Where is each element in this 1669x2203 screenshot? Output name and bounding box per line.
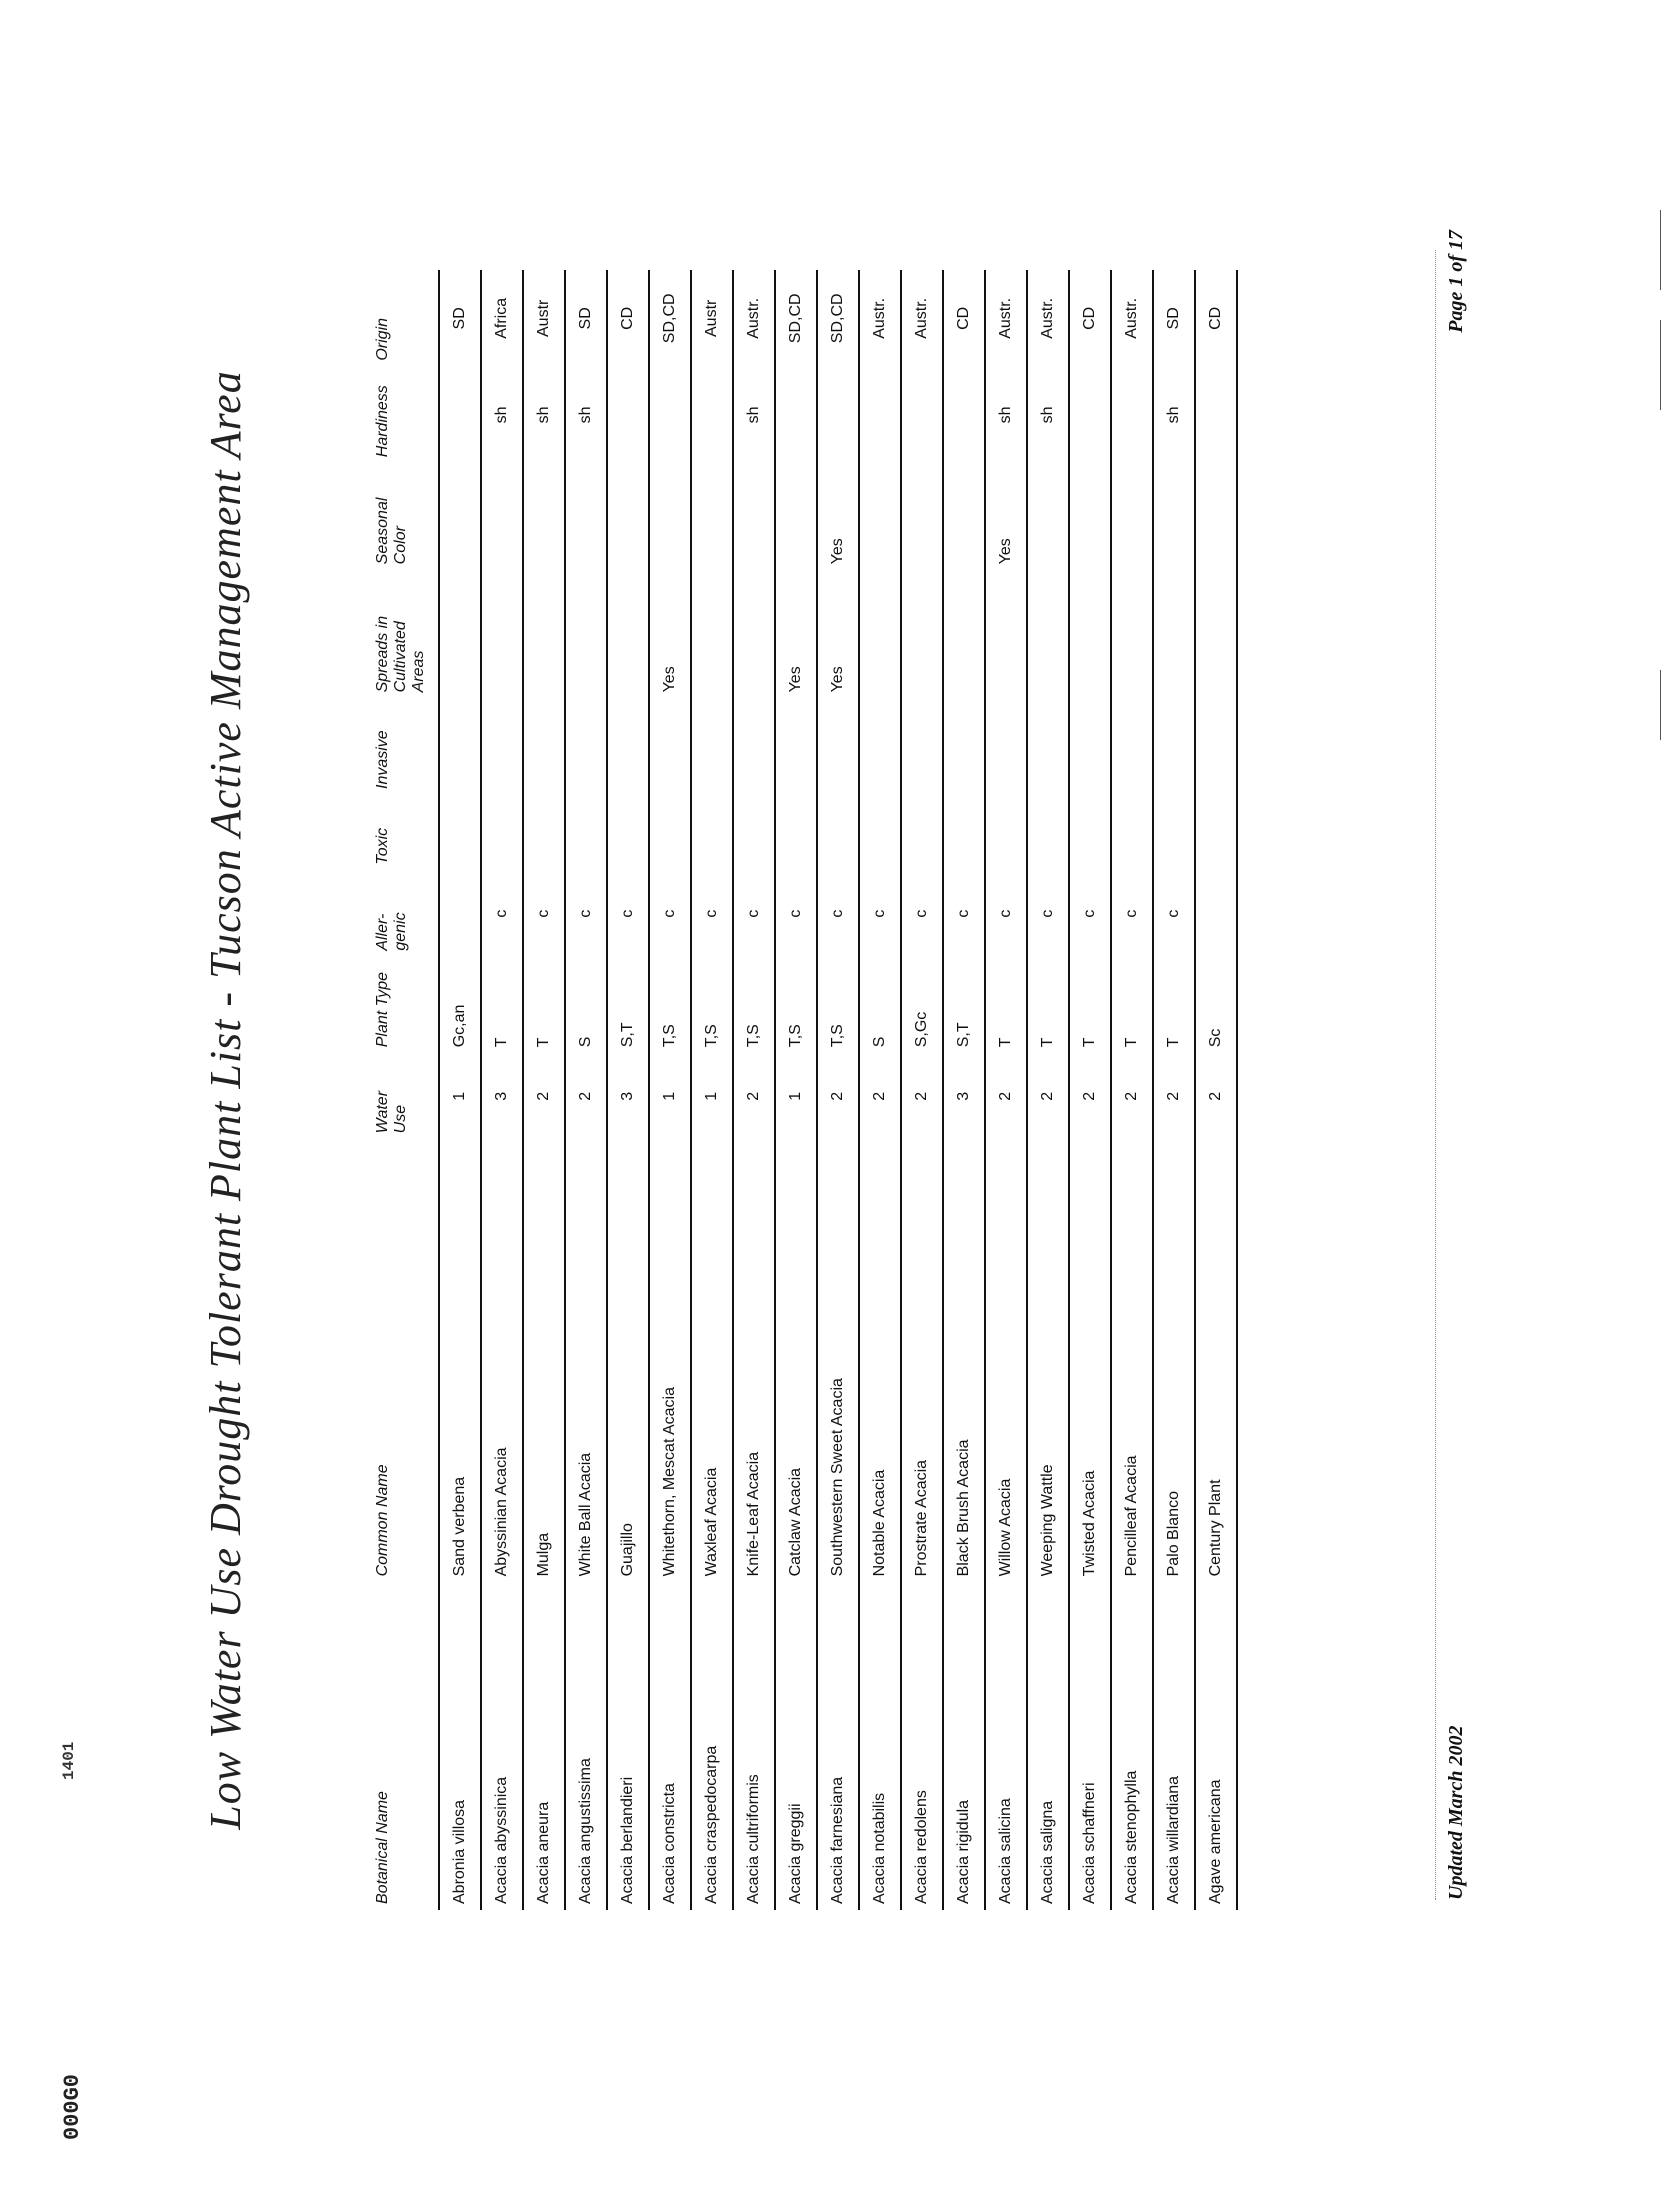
cell-invasive xyxy=(439,698,481,795)
cell-spreads xyxy=(901,570,943,698)
cell-invasive xyxy=(523,698,565,795)
cell-water-use: 3 xyxy=(481,1053,523,1139)
cell-common-name: Pencilleaf Acacia xyxy=(1111,1139,1153,1582)
table-row xyxy=(859,270,901,1910)
cell-hardiness xyxy=(817,367,859,464)
cell-seasonal-color xyxy=(649,463,691,570)
cell-botanical-name: Acacia rigidula xyxy=(943,1582,985,1910)
cell-invasive xyxy=(775,698,817,795)
table-row xyxy=(607,270,649,1910)
table-row xyxy=(439,270,481,1910)
cell-common-name: Willow Acacia xyxy=(985,1139,1027,1582)
header-allergenic: Aller- genic xyxy=(374,912,409,951)
scan-margin-line xyxy=(1660,320,1661,410)
cell-invasive xyxy=(1027,698,1069,795)
cell-invasive xyxy=(1111,698,1153,795)
cell-water-use: 2 xyxy=(1195,1053,1237,1139)
page-number: Page 1 of 17 xyxy=(1445,230,1467,333)
scan-stamp-code-secondary: 1401 xyxy=(60,1741,78,1780)
cell-allergenic: c xyxy=(1153,871,1195,957)
cell-seasonal-color xyxy=(1153,463,1195,570)
cell-plant-type: T xyxy=(1027,957,1069,1054)
cell-allergenic: c xyxy=(649,871,691,957)
updated-date: Updated March 2002 xyxy=(1445,1725,1467,1900)
cell-toxic xyxy=(817,795,859,871)
cell-toxic xyxy=(439,795,481,871)
cell-common-name: Twisted Acacia xyxy=(1069,1139,1111,1582)
cell-hardiness xyxy=(439,367,481,464)
cell-plant-type: Sc xyxy=(1195,957,1237,1054)
scan-margin-line xyxy=(1660,210,1661,290)
cell-hardiness xyxy=(943,367,985,464)
cell-plant-type: T xyxy=(1153,957,1195,1054)
cell-water-use: 2 xyxy=(1027,1053,1069,1139)
cell-spreads: Yes xyxy=(775,570,817,698)
cell-spreads xyxy=(481,570,523,698)
table-header-row xyxy=(370,270,439,1910)
cell-allergenic: c xyxy=(733,871,775,957)
cell-botanical-name: Acacia angustissima xyxy=(565,1582,607,1910)
cell-seasonal-color xyxy=(859,463,901,570)
cell-origin: Austr. xyxy=(733,270,775,367)
cell-water-use: 2 xyxy=(523,1053,565,1139)
cell-botanical-name: Acacia redolens xyxy=(901,1582,943,1910)
cell-toxic xyxy=(1153,795,1195,871)
cell-allergenic: c xyxy=(775,871,817,957)
table-row xyxy=(1153,270,1195,1910)
cell-seasonal-color xyxy=(439,463,481,570)
cell-allergenic: c xyxy=(607,871,649,957)
cell-allergenic: c xyxy=(691,871,733,957)
cell-allergenic: c xyxy=(523,871,565,957)
cell-spreads xyxy=(733,570,775,698)
cell-botanical-name: Acacia craspedocarpa xyxy=(691,1582,733,1910)
page-title: Low Water Use Drought Tolerant Plant List - Tucson Active Management Area xyxy=(201,370,250,1830)
cell-allergenic: c xyxy=(1027,871,1069,957)
cell-water-use: 2 xyxy=(1111,1053,1153,1139)
table-row xyxy=(733,270,775,1910)
cell-invasive xyxy=(691,698,733,795)
cell-invasive xyxy=(1069,698,1111,795)
cell-origin: CD xyxy=(607,270,649,367)
cell-common-name: Whitethorn, Mescat Acacia xyxy=(649,1139,691,1582)
cell-origin: SD,CD xyxy=(775,270,817,367)
cell-hardiness xyxy=(1069,367,1111,464)
cell-allergenic: c xyxy=(859,871,901,957)
cell-toxic xyxy=(901,795,943,871)
cell-common-name: Black Brush Acacia xyxy=(943,1139,985,1582)
cell-hardiness xyxy=(859,367,901,464)
cell-plant-type: T xyxy=(523,957,565,1054)
cell-hardiness: sh xyxy=(985,367,1027,464)
cell-plant-type: S xyxy=(859,957,901,1054)
cell-common-name: White Ball Acacia xyxy=(565,1139,607,1582)
cell-spreads xyxy=(1195,570,1237,698)
cell-water-use: 2 xyxy=(565,1053,607,1139)
table-row xyxy=(1027,270,1069,1910)
cell-spreads xyxy=(439,570,481,698)
cell-water-use: 2 xyxy=(901,1053,943,1139)
cell-origin: Austr. xyxy=(901,270,943,367)
table-row xyxy=(565,270,607,1910)
cell-seasonal-color xyxy=(691,463,733,570)
cell-spreads xyxy=(565,570,607,698)
cell-toxic xyxy=(1027,795,1069,871)
cell-botanical-name: Acacia greggii xyxy=(775,1582,817,1910)
cell-allergenic: c xyxy=(481,871,523,957)
cell-common-name: Mulga xyxy=(523,1139,565,1582)
header-common-name: Common Name xyxy=(374,1464,391,1577)
cell-allergenic: c xyxy=(817,871,859,957)
cell-hardiness: sh xyxy=(481,367,523,464)
cell-origin: Austr. xyxy=(985,270,1027,367)
cell-seasonal-color xyxy=(1069,463,1111,570)
cell-allergenic: c xyxy=(565,871,607,957)
cell-botanical-name: Acacia willardiana xyxy=(1153,1582,1195,1910)
cell-water-use: 3 xyxy=(607,1053,649,1139)
cell-botanical-name: Acacia farnesiana xyxy=(817,1582,859,1910)
cell-botanical-name: Acacia saligna xyxy=(1027,1582,1069,1910)
cell-origin: CD xyxy=(943,270,985,367)
cell-spreads xyxy=(1111,570,1153,698)
cell-plant-type: T,S xyxy=(817,957,859,1054)
cell-water-use: 1 xyxy=(649,1053,691,1139)
cell-botanical-name: Acacia stenophylla xyxy=(1111,1582,1153,1910)
cell-botanical-name: Acacia abyssinica xyxy=(481,1582,523,1910)
cell-plant-type: S,T xyxy=(943,957,985,1054)
table-row xyxy=(691,270,733,1910)
cell-seasonal-color xyxy=(481,463,523,570)
cell-toxic xyxy=(565,795,607,871)
cell-toxic xyxy=(1111,795,1153,871)
cell-spreads xyxy=(859,570,901,698)
cell-toxic xyxy=(607,795,649,871)
table-row xyxy=(1111,270,1153,1910)
cell-invasive xyxy=(649,698,691,795)
cell-allergenic: c xyxy=(943,871,985,957)
cell-common-name: Palo Blanco xyxy=(1153,1139,1195,1582)
cell-seasonal-color xyxy=(565,463,607,570)
table-row xyxy=(1195,270,1237,1910)
table-row xyxy=(1069,270,1111,1910)
table-body xyxy=(439,270,1237,1910)
cell-toxic xyxy=(985,795,1027,871)
cell-water-use: 2 xyxy=(1153,1053,1195,1139)
cell-hardiness xyxy=(775,367,817,464)
cell-botanical-name: Acacia aneura xyxy=(523,1582,565,1910)
cell-invasive xyxy=(607,698,649,795)
cell-hardiness xyxy=(1195,367,1237,464)
cell-allergenic: c xyxy=(1111,871,1153,957)
cell-seasonal-color xyxy=(775,463,817,570)
cell-common-name: Prostrate Acacia xyxy=(901,1139,943,1582)
cell-invasive xyxy=(817,698,859,795)
cell-seasonal-color: Yes xyxy=(985,463,1027,570)
cell-water-use: 2 xyxy=(859,1053,901,1139)
cell-spreads xyxy=(1069,570,1111,698)
table-row xyxy=(775,270,817,1910)
cell-common-name: Sand verbena xyxy=(439,1139,481,1582)
header-spreads: Spreads in Cultivated Areas xyxy=(374,615,427,693)
plant-list-table xyxy=(370,270,1238,1910)
footer-rule xyxy=(1435,250,1438,1900)
cell-botanical-name: Acacia berlandieri xyxy=(607,1582,649,1910)
cell-common-name: Century Plant xyxy=(1195,1139,1237,1582)
cell-common-name: Guajillo xyxy=(607,1139,649,1582)
cell-seasonal-color xyxy=(1195,463,1237,570)
cell-origin: SD xyxy=(1153,270,1195,367)
cell-spreads xyxy=(943,570,985,698)
cell-botanical-name: Acacia salicina xyxy=(985,1582,1027,1910)
cell-toxic xyxy=(1069,795,1111,871)
cell-spreads xyxy=(523,570,565,698)
cell-invasive xyxy=(985,698,1027,795)
cell-seasonal-color xyxy=(607,463,649,570)
cell-spreads xyxy=(607,570,649,698)
cell-toxic xyxy=(775,795,817,871)
header-origin: Origin xyxy=(374,317,391,361)
scan-margin-line xyxy=(1660,670,1661,740)
cell-plant-type: S,T xyxy=(607,957,649,1054)
cell-spreads xyxy=(985,570,1027,698)
cell-botanical-name: Abronia villosa xyxy=(439,1582,481,1910)
cell-seasonal-color xyxy=(1111,463,1153,570)
cell-water-use: 1 xyxy=(775,1053,817,1139)
cell-botanical-name: Acacia cultriformis xyxy=(733,1582,775,1910)
cell-allergenic: c xyxy=(1069,871,1111,957)
table-row xyxy=(523,270,565,1910)
header-invasive: Invasive xyxy=(374,730,391,789)
cell-toxic xyxy=(1195,795,1237,871)
cell-invasive xyxy=(901,698,943,795)
cell-hardiness: sh xyxy=(1027,367,1069,464)
cell-toxic xyxy=(481,795,523,871)
cell-common-name: Weeping Wattle xyxy=(1027,1139,1069,1582)
cell-plant-type: T xyxy=(985,957,1027,1054)
cell-plant-type: T xyxy=(481,957,523,1054)
scan-stamp-code: 000G0 xyxy=(60,2073,85,2140)
cell-invasive xyxy=(1195,698,1237,795)
cell-origin: SD,CD xyxy=(649,270,691,367)
cell-plant-type: T xyxy=(1111,957,1153,1054)
cell-hardiness xyxy=(691,367,733,464)
cell-invasive xyxy=(565,698,607,795)
cell-plant-type: T,S xyxy=(733,957,775,1054)
cell-invasive xyxy=(481,698,523,795)
cell-origin: CD xyxy=(1195,270,1237,367)
cell-botanical-name: Acacia constricta xyxy=(649,1582,691,1910)
cell-toxic xyxy=(733,795,775,871)
cell-botanical-name: Acacia schaffneri xyxy=(1069,1582,1111,1910)
cell-seasonal-color xyxy=(1027,463,1069,570)
cell-hardiness: sh xyxy=(733,367,775,464)
table-row xyxy=(649,270,691,1910)
cell-seasonal-color xyxy=(901,463,943,570)
cell-origin: Austr xyxy=(691,270,733,367)
cell-plant-type: S xyxy=(565,957,607,1054)
cell-toxic xyxy=(943,795,985,871)
table-row xyxy=(481,270,523,1910)
cell-water-use: 2 xyxy=(985,1053,1027,1139)
cell-botanical-name: Acacia notabilis xyxy=(859,1582,901,1910)
cell-seasonal-color xyxy=(733,463,775,570)
table-row xyxy=(901,270,943,1910)
cell-spreads: Yes xyxy=(649,570,691,698)
cell-common-name: Catclaw Acacia xyxy=(775,1139,817,1582)
cell-hardiness: sh xyxy=(523,367,565,464)
cell-invasive xyxy=(943,698,985,795)
cell-plant-type: T,S xyxy=(775,957,817,1054)
cell-common-name: Knife-Leaf Acacia xyxy=(733,1139,775,1582)
table-row xyxy=(943,270,985,1910)
cell-toxic xyxy=(859,795,901,871)
cell-plant-type: T,S xyxy=(649,957,691,1054)
cell-water-use: 2 xyxy=(817,1053,859,1139)
cell-toxic xyxy=(649,795,691,871)
cell-origin: Austr. xyxy=(859,270,901,367)
cell-common-name: Waxleaf Acacia xyxy=(691,1139,733,1582)
cell-common-name: Notable Acacia xyxy=(859,1139,901,1582)
cell-invasive xyxy=(859,698,901,795)
cell-origin: Austr. xyxy=(1027,270,1069,367)
cell-plant-type: T xyxy=(1069,957,1111,1054)
cell-toxic xyxy=(523,795,565,871)
table-row xyxy=(817,270,859,1910)
header-plant-type: Plant Type xyxy=(374,971,391,1048)
cell-allergenic: c xyxy=(901,871,943,957)
header-seasonal-color: Seasonal Color xyxy=(374,497,409,565)
header-toxic: Toxic xyxy=(374,827,391,865)
cell-spreads xyxy=(1153,570,1195,698)
cell-spreads: Yes xyxy=(817,570,859,698)
cell-common-name: Southwestern Sweet Acacia xyxy=(817,1139,859,1582)
cell-water-use: 2 xyxy=(1069,1053,1111,1139)
cell-plant-type: S,Gc xyxy=(901,957,943,1054)
cell-water-use: 1 xyxy=(439,1053,481,1139)
cell-invasive xyxy=(1153,698,1195,795)
cell-plant-type: Gc,an xyxy=(439,957,481,1054)
cell-spreads xyxy=(691,570,733,698)
cell-toxic xyxy=(691,795,733,871)
header-water-use: Water Use xyxy=(374,1090,409,1134)
cell-origin: CD xyxy=(1069,270,1111,367)
cell-origin: Austr xyxy=(523,270,565,367)
cell-water-use: 3 xyxy=(943,1053,985,1139)
cell-water-use: 1 xyxy=(691,1053,733,1139)
cell-allergenic xyxy=(1195,871,1237,957)
header-hardiness: Hardiness xyxy=(374,385,391,458)
cell-seasonal-color xyxy=(523,463,565,570)
cell-common-name: Abyssinian Acacia xyxy=(481,1139,523,1582)
cell-seasonal-color xyxy=(943,463,985,570)
cell-origin: SD xyxy=(565,270,607,367)
cell-hardiness xyxy=(649,367,691,464)
cell-origin: SD,CD xyxy=(817,270,859,367)
cell-origin: Austr. xyxy=(1111,270,1153,367)
cell-origin: Africa xyxy=(481,270,523,367)
cell-hardiness: sh xyxy=(565,367,607,464)
table-row xyxy=(985,270,1027,1910)
cell-origin: SD xyxy=(439,270,481,367)
header-botanical-name: Botanical Name xyxy=(374,1791,391,1904)
cell-plant-type: T,S xyxy=(691,957,733,1054)
cell-water-use: 2 xyxy=(733,1053,775,1139)
cell-allergenic xyxy=(439,871,481,957)
cell-seasonal-color: Yes xyxy=(817,463,859,570)
rotated-page xyxy=(200,190,1500,2010)
cell-hardiness: sh xyxy=(1153,367,1195,464)
cell-botanical-name: Agave americana xyxy=(1195,1582,1237,1910)
cell-spreads xyxy=(1027,570,1069,698)
cell-invasive xyxy=(733,698,775,795)
cell-hardiness xyxy=(901,367,943,464)
cell-hardiness xyxy=(607,367,649,464)
cell-allergenic: c xyxy=(985,871,1027,957)
cell-hardiness xyxy=(1111,367,1153,464)
